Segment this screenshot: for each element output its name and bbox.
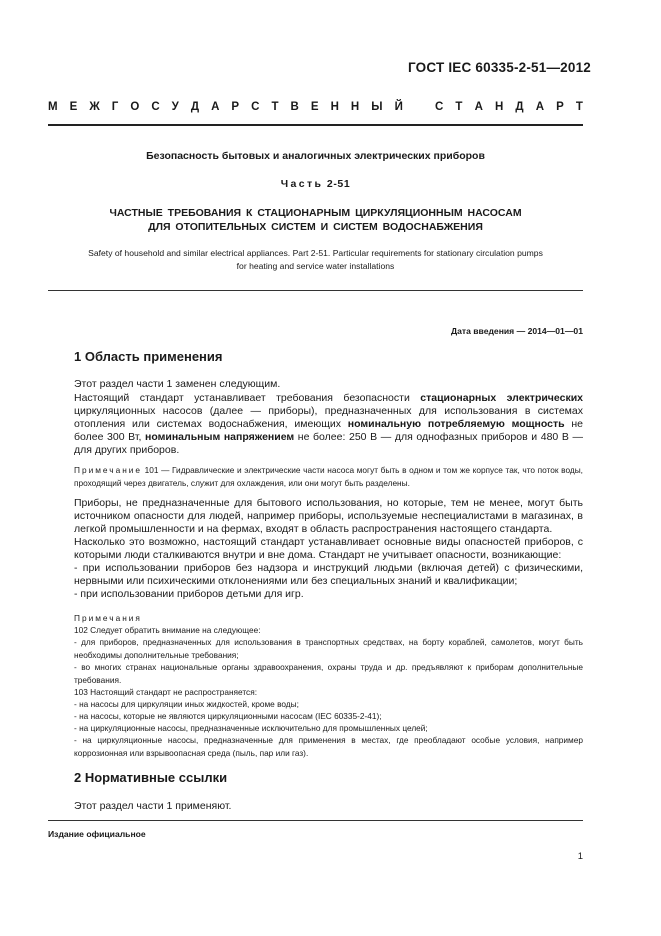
note-103-item-3: - на циркуляционные насосы, предназначенные исключительно для промышленных целей; bbox=[74, 723, 428, 733]
footer-rule bbox=[48, 820, 583, 821]
banner-letter: М bbox=[48, 101, 58, 113]
p2-bold-b: номинальную потребляемую мощность bbox=[347, 418, 565, 431]
banner-letter: У bbox=[171, 101, 179, 113]
section-1-paragraph-2 bbox=[74, 392, 583, 457]
banner-letter: Е bbox=[69, 101, 78, 113]
standard-banner bbox=[48, 101, 583, 113]
note-101-text: 101 — Гидравлические и электрические части насоса могут быть в одном и том же корпусе так, что поток воды, проходящий через двигатель, служит для охлаждения, или они могут быть разделены. bbox=[74, 465, 583, 488]
note-103-item-1: - на насосы для циркуляции иных жидкостей, кроме воды; bbox=[74, 699, 299, 709]
banner-letter: А bbox=[211, 101, 220, 113]
note-103-item-2: - на насосы, которые не являются циркуляционными насосам (IEC 60335-2-41); bbox=[74, 711, 382, 721]
notes-label bbox=[74, 612, 583, 625]
banner-letter: Н bbox=[330, 101, 339, 113]
p2-text-b: циркуляционных насосов (далее — приборы), предназначенных для использования в системах отопления или системах водоснабжения, имеющих bbox=[74, 405, 583, 431]
note-102-item-2: - во многих странах национальные органы здравоохранения, охраны труда и др. предъявляют к приборам дополнительные требования. bbox=[74, 662, 583, 685]
english-title bbox=[48, 247, 583, 273]
banner-letter: С bbox=[435, 101, 444, 113]
part-number: 2-51 bbox=[326, 178, 351, 190]
p2-text-a: Настоящий стандарт устанавливает требования безопасности bbox=[74, 392, 421, 404]
title-line-1: Безопасность бытовых и аналогичных электрических приборов bbox=[146, 150, 485, 162]
banner-letter: О bbox=[130, 101, 140, 113]
note-103: 103 Настоящий стандарт не распространяется: bbox=[74, 687, 258, 697]
title-rule bbox=[48, 290, 583, 291]
section-1-heading: 1 Область применения bbox=[74, 349, 223, 364]
part-label: Часть bbox=[280, 178, 324, 190]
section-2-heading: 2 Нормативные ссылки bbox=[74, 770, 228, 785]
main-title bbox=[48, 206, 583, 234]
effective-date: Дата введения — 2014—01—01 bbox=[450, 326, 583, 336]
note-101 bbox=[74, 464, 583, 490]
banner-letter: Д bbox=[190, 101, 200, 113]
banner-letter: В bbox=[290, 101, 299, 113]
p2-text-d: не более: 250 В — для однофазных приборов и 480 В — для других приборов. bbox=[74, 431, 583, 457]
note-102-item-1: - для приборов, предназначенных для использования в транспортных средствах, на борту кораблей, самолетов, могут быть необходимы дополнительные требования; bbox=[74, 637, 583, 660]
note-102: 102 Следует обратить внимание на следующее: bbox=[74, 625, 261, 635]
banner-rule bbox=[48, 124, 583, 126]
banner-letter: Ы bbox=[371, 101, 383, 113]
list-item-1: - при использовании приборов без надзора и инструкций людьми (включая детей) с физическими, нервными или психическими отклонениями или без специальных знаний и квалификации; bbox=[74, 562, 583, 588]
note-103-item-4: - на циркуляционные насосы, предназначенные для применения в местах, где преобладают особые условия, например коррозионная или взрывоопасная среда (пыль, пар или газ). bbox=[74, 735, 583, 758]
banner-letter: С bbox=[251, 101, 260, 113]
part-title bbox=[48, 178, 583, 190]
banner-letter: А bbox=[535, 101, 545, 113]
page-number: 1 bbox=[577, 851, 583, 862]
banner-word-1 bbox=[48, 101, 403, 113]
english-title-line-2: for heating and service water installations bbox=[236, 261, 395, 271]
banner-letter: Н bbox=[350, 101, 360, 113]
banner-letter: А bbox=[474, 101, 483, 113]
note-101-label: Примечание bbox=[74, 465, 143, 475]
document-code: ГОСТ IEC 60335-2-51—2012 bbox=[407, 60, 591, 75]
notes-label-text: Примечания bbox=[74, 613, 142, 623]
banner-letter: Д bbox=[515, 101, 524, 113]
banner-letter: Г bbox=[111, 101, 119, 113]
banner-letter: Т bbox=[271, 101, 279, 113]
edition-label: Издание официальное bbox=[48, 829, 146, 839]
list-item-2: - при использовании приборов детьми для игр. bbox=[74, 588, 304, 600]
section-1-paragraph-1: Этот раздел части 1 заменен следующим. bbox=[74, 378, 281, 390]
banner-letter: Т bbox=[575, 101, 583, 113]
main-title-line-2: ДЛЯ ОТОПИТЕЛЬНЫХ СИСТЕМ И СИСТЕМ ВОДОСНАБЖЕНИЯ bbox=[148, 221, 483, 233]
banner-letter: С bbox=[151, 101, 160, 113]
section-1-paragraph-3: Приборы, не предназначенные для бытового использования, но которые, тем не менее, могут быть источником опасности для людей, например приборы, используемые неспециалистами в магазинах, в легкой промышленности и на фермах, входят в область распространения настоящего стандарта. bbox=[74, 497, 583, 536]
p2-text-c: не более 300 Вт, bbox=[74, 418, 583, 444]
banner-letter: Р bbox=[231, 101, 240, 113]
p2-bold-a: стационарных электрических bbox=[420, 392, 583, 404]
banner-letter: Н bbox=[494, 101, 504, 113]
banner-letter: Т bbox=[455, 101, 463, 113]
banner-letter: Ж bbox=[89, 101, 100, 113]
banner-letter: Р bbox=[556, 101, 564, 113]
section-2-paragraph-1: Этот раздел части 1 применяют. bbox=[74, 800, 232, 812]
p2-bold-c: номинальным напряжением bbox=[145, 431, 295, 444]
main-title-line-1: ЧАСТНЫЕ ТРЕБОВАНИЯ К СТАЦИОНАРНЫМ ЦИРКУЛЯЦИОННЫМ НАСОСАМ bbox=[109, 207, 522, 219]
banner-letter: Е bbox=[310, 101, 319, 113]
banner-letter: Й bbox=[394, 101, 403, 113]
banner-word-2 bbox=[435, 101, 583, 113]
section-1-paragraph-4: Насколько это возможно, настоящий стандарт устанавливает основные виды опасностей приборов, с которыми люди сталкиваются внутри и вне дома. Стандарт не учитывает опасности, возникающие: bbox=[74, 536, 583, 562]
english-title-line-1: Safety of household and similar electrical appliances. Part 2-51. Particular requirements for stationary circulation pumps bbox=[88, 248, 543, 258]
